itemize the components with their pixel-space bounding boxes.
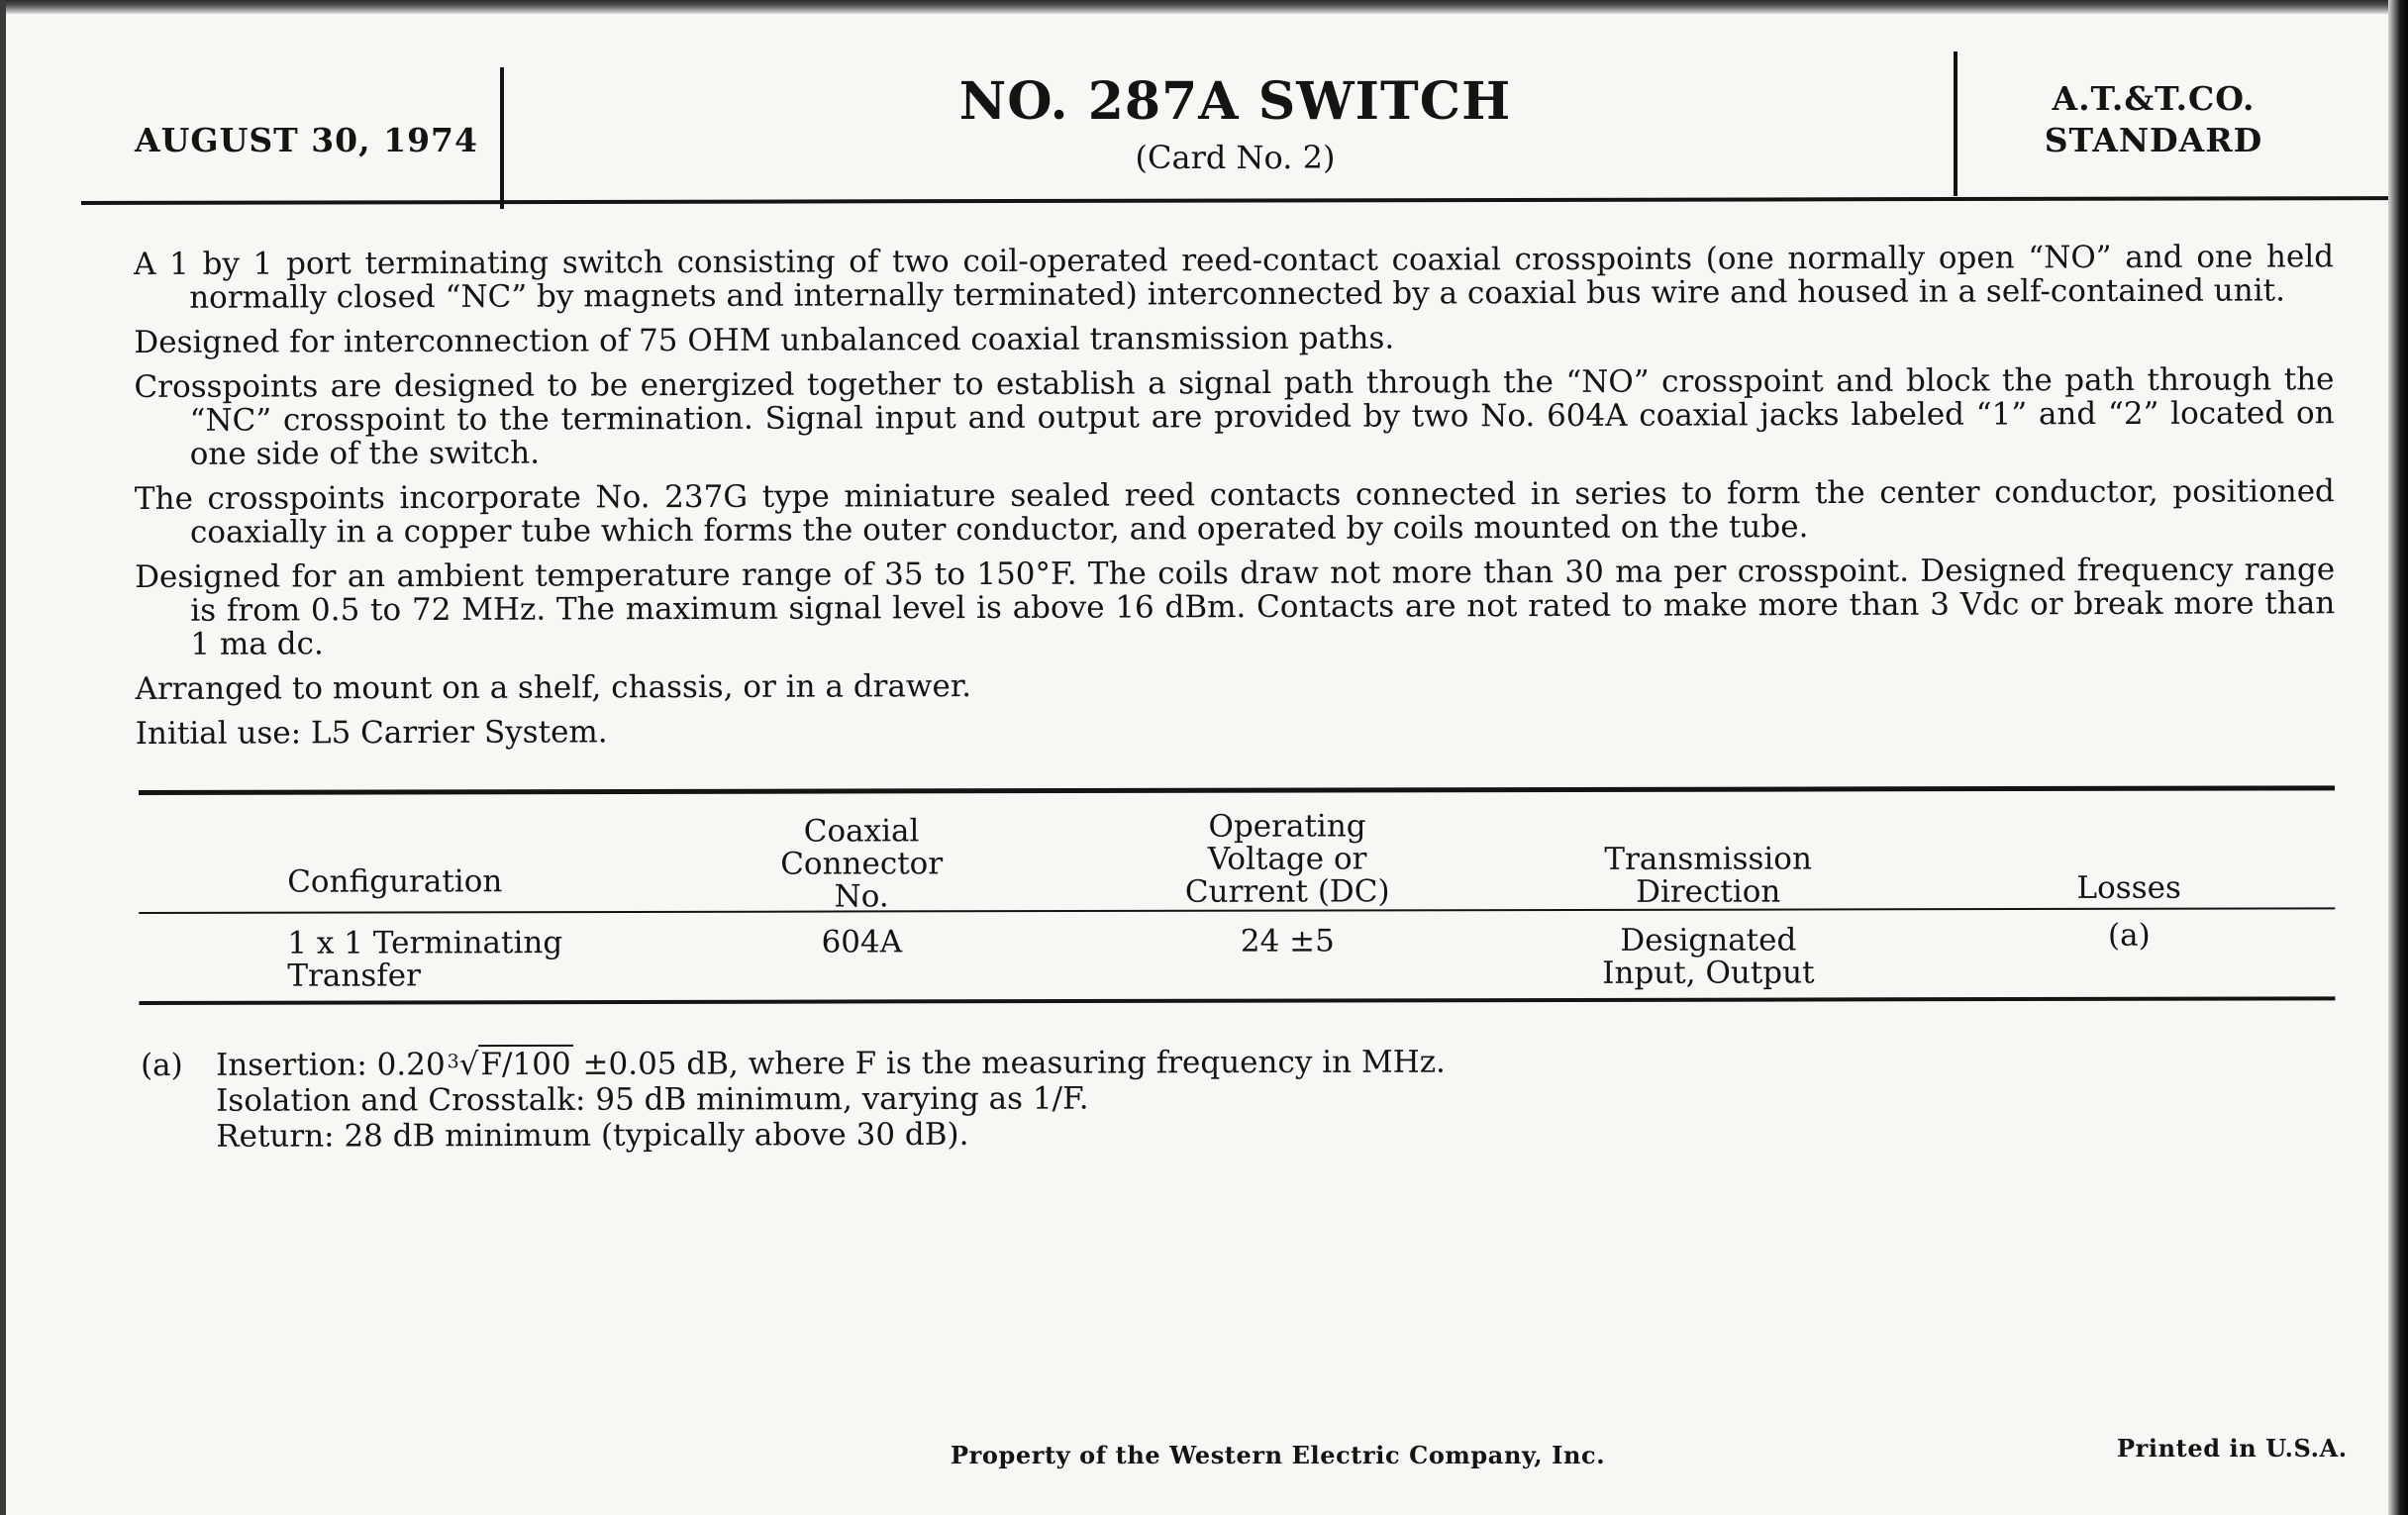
printed-in: Printed in U.S.A. xyxy=(2117,1434,2348,1463)
footnote xyxy=(141,1044,1446,1155)
description xyxy=(134,240,2336,761)
cell-losses: (a) xyxy=(2107,917,2151,954)
paragraph-overview: A 1 by 1 port terminating switch consisting of two coil-operated reed-contact coaxial crosspoints (one normally open “NO” and one held normally closed “NC” by magnets and internally terminated) interconnected by a coaxial bus wire and housed in a self-contained unit. xyxy=(133,239,2335,316)
header-coaxial-line: Connector xyxy=(780,846,944,882)
radicand: F/100 xyxy=(478,1045,572,1082)
paragraph-interconnection: Designed for interconnection of 75 OHM unbalanced coaxial transmission paths. xyxy=(134,320,1395,360)
footnote-isolation: Isolation and Crosstalk: 95 dB minimum, varying as 1/F. xyxy=(216,1080,1089,1119)
cell-transmission-direction xyxy=(1574,924,1842,990)
header-coaxial-line: Coaxial xyxy=(803,813,920,850)
footnote-return: Return: 28 dB minimum (typically above 30 dB). xyxy=(216,1116,969,1155)
header-transmission-line: Transmission xyxy=(1604,841,1812,877)
header-operating-line: Voltage or xyxy=(1207,841,1367,877)
header-operating-voltage xyxy=(1149,810,1426,909)
header-transmission-line: Direction xyxy=(1636,873,1781,910)
cell-transmission-line: Input, Output xyxy=(1602,955,1815,991)
cell-operating-voltage: 24 ±5 xyxy=(1240,923,1335,960)
cell-configuration-line: 1 x 1 Terminating xyxy=(287,925,563,961)
spec-table xyxy=(139,785,2335,1005)
header-divider-left xyxy=(500,67,504,209)
insertion-suffix: ±0.05 dB, where F is the measuring frequency in MHz. xyxy=(572,1044,1446,1082)
org-standard: STANDARD xyxy=(2044,121,2263,159)
header-losses: Losses xyxy=(2076,869,2181,906)
paragraph-ratings: Designed for an ambient temperature range of 35 to 150°F. The coils draw not more than 30 ma per crosspoint. Designed frequency range is from 0.5 to 72 MHz. The maximum signal level is above 16 dBm. Contacts are not rated to make more than 3 Vdc or break more than 1 ma dc. xyxy=(135,552,2336,662)
paragraph-mounting: Arranged to mount on a shelf, chassis, or in a drawer. xyxy=(135,668,972,707)
cube-root: $^3$√F/100 xyxy=(446,1046,573,1082)
header-coaxial-connector xyxy=(748,815,975,913)
card-number: (Card No. 2) xyxy=(1135,139,1336,176)
root-index: 3 xyxy=(447,1051,459,1073)
property-notice: Property of the Western Electric Company, Inc. xyxy=(951,1441,1606,1469)
scan-edge-left xyxy=(0,0,6,1515)
footnote-label: (a) xyxy=(141,1047,183,1083)
paragraph-reed-contacts: The crosspoints incorporate No. 237G type miniature sealed reed contacts connected in series to form the center conductor, positioned coaxially in a copper tube which forms the outer conductor, and operated by coils mounted on the tube. xyxy=(134,473,2335,551)
header-transmission-direction xyxy=(1574,843,1842,909)
paragraph-crosspoints: Crosspoints are designed to be energized together to establish a signal path through the “NO” crosspoint and block the path through the “NC” crosspoint to the termination. Signal input and output are provided by two No. 604A coaxial jacks labeled “1” and “2” located on one side of the switch. xyxy=(134,361,2335,472)
header-rule xyxy=(81,196,2388,205)
paragraph-initial-use: Initial use: L5 Carrier System. xyxy=(135,714,608,752)
footnote-insertion xyxy=(141,1044,1446,1083)
cell-transmission-line: Designated xyxy=(1620,922,1797,959)
cell-configuration xyxy=(287,927,562,993)
header-configuration: Configuration xyxy=(287,863,503,900)
header-operating-line: Operating xyxy=(1208,808,1366,845)
table-row xyxy=(139,909,2335,1001)
issue-date: AUGUST 30, 1974 xyxy=(135,121,478,159)
cell-configuration-line: Transfer xyxy=(287,958,421,994)
header-divider-right xyxy=(1954,51,1957,196)
header-coaxial-line: No. xyxy=(834,878,889,915)
scan-edge-right xyxy=(2388,0,2408,1515)
insertion-prefix: Insertion: 0.20 xyxy=(216,1047,446,1083)
org-name: A.T.&T.CO. xyxy=(2052,79,2256,118)
table-header xyxy=(139,790,2335,915)
scan-edge-top xyxy=(0,0,2408,14)
header-operating-line: Current (DC) xyxy=(1184,873,1390,910)
page-title: NO. 287A SWITCH xyxy=(958,71,1512,132)
cell-coaxial-connector: 604A xyxy=(821,924,903,960)
